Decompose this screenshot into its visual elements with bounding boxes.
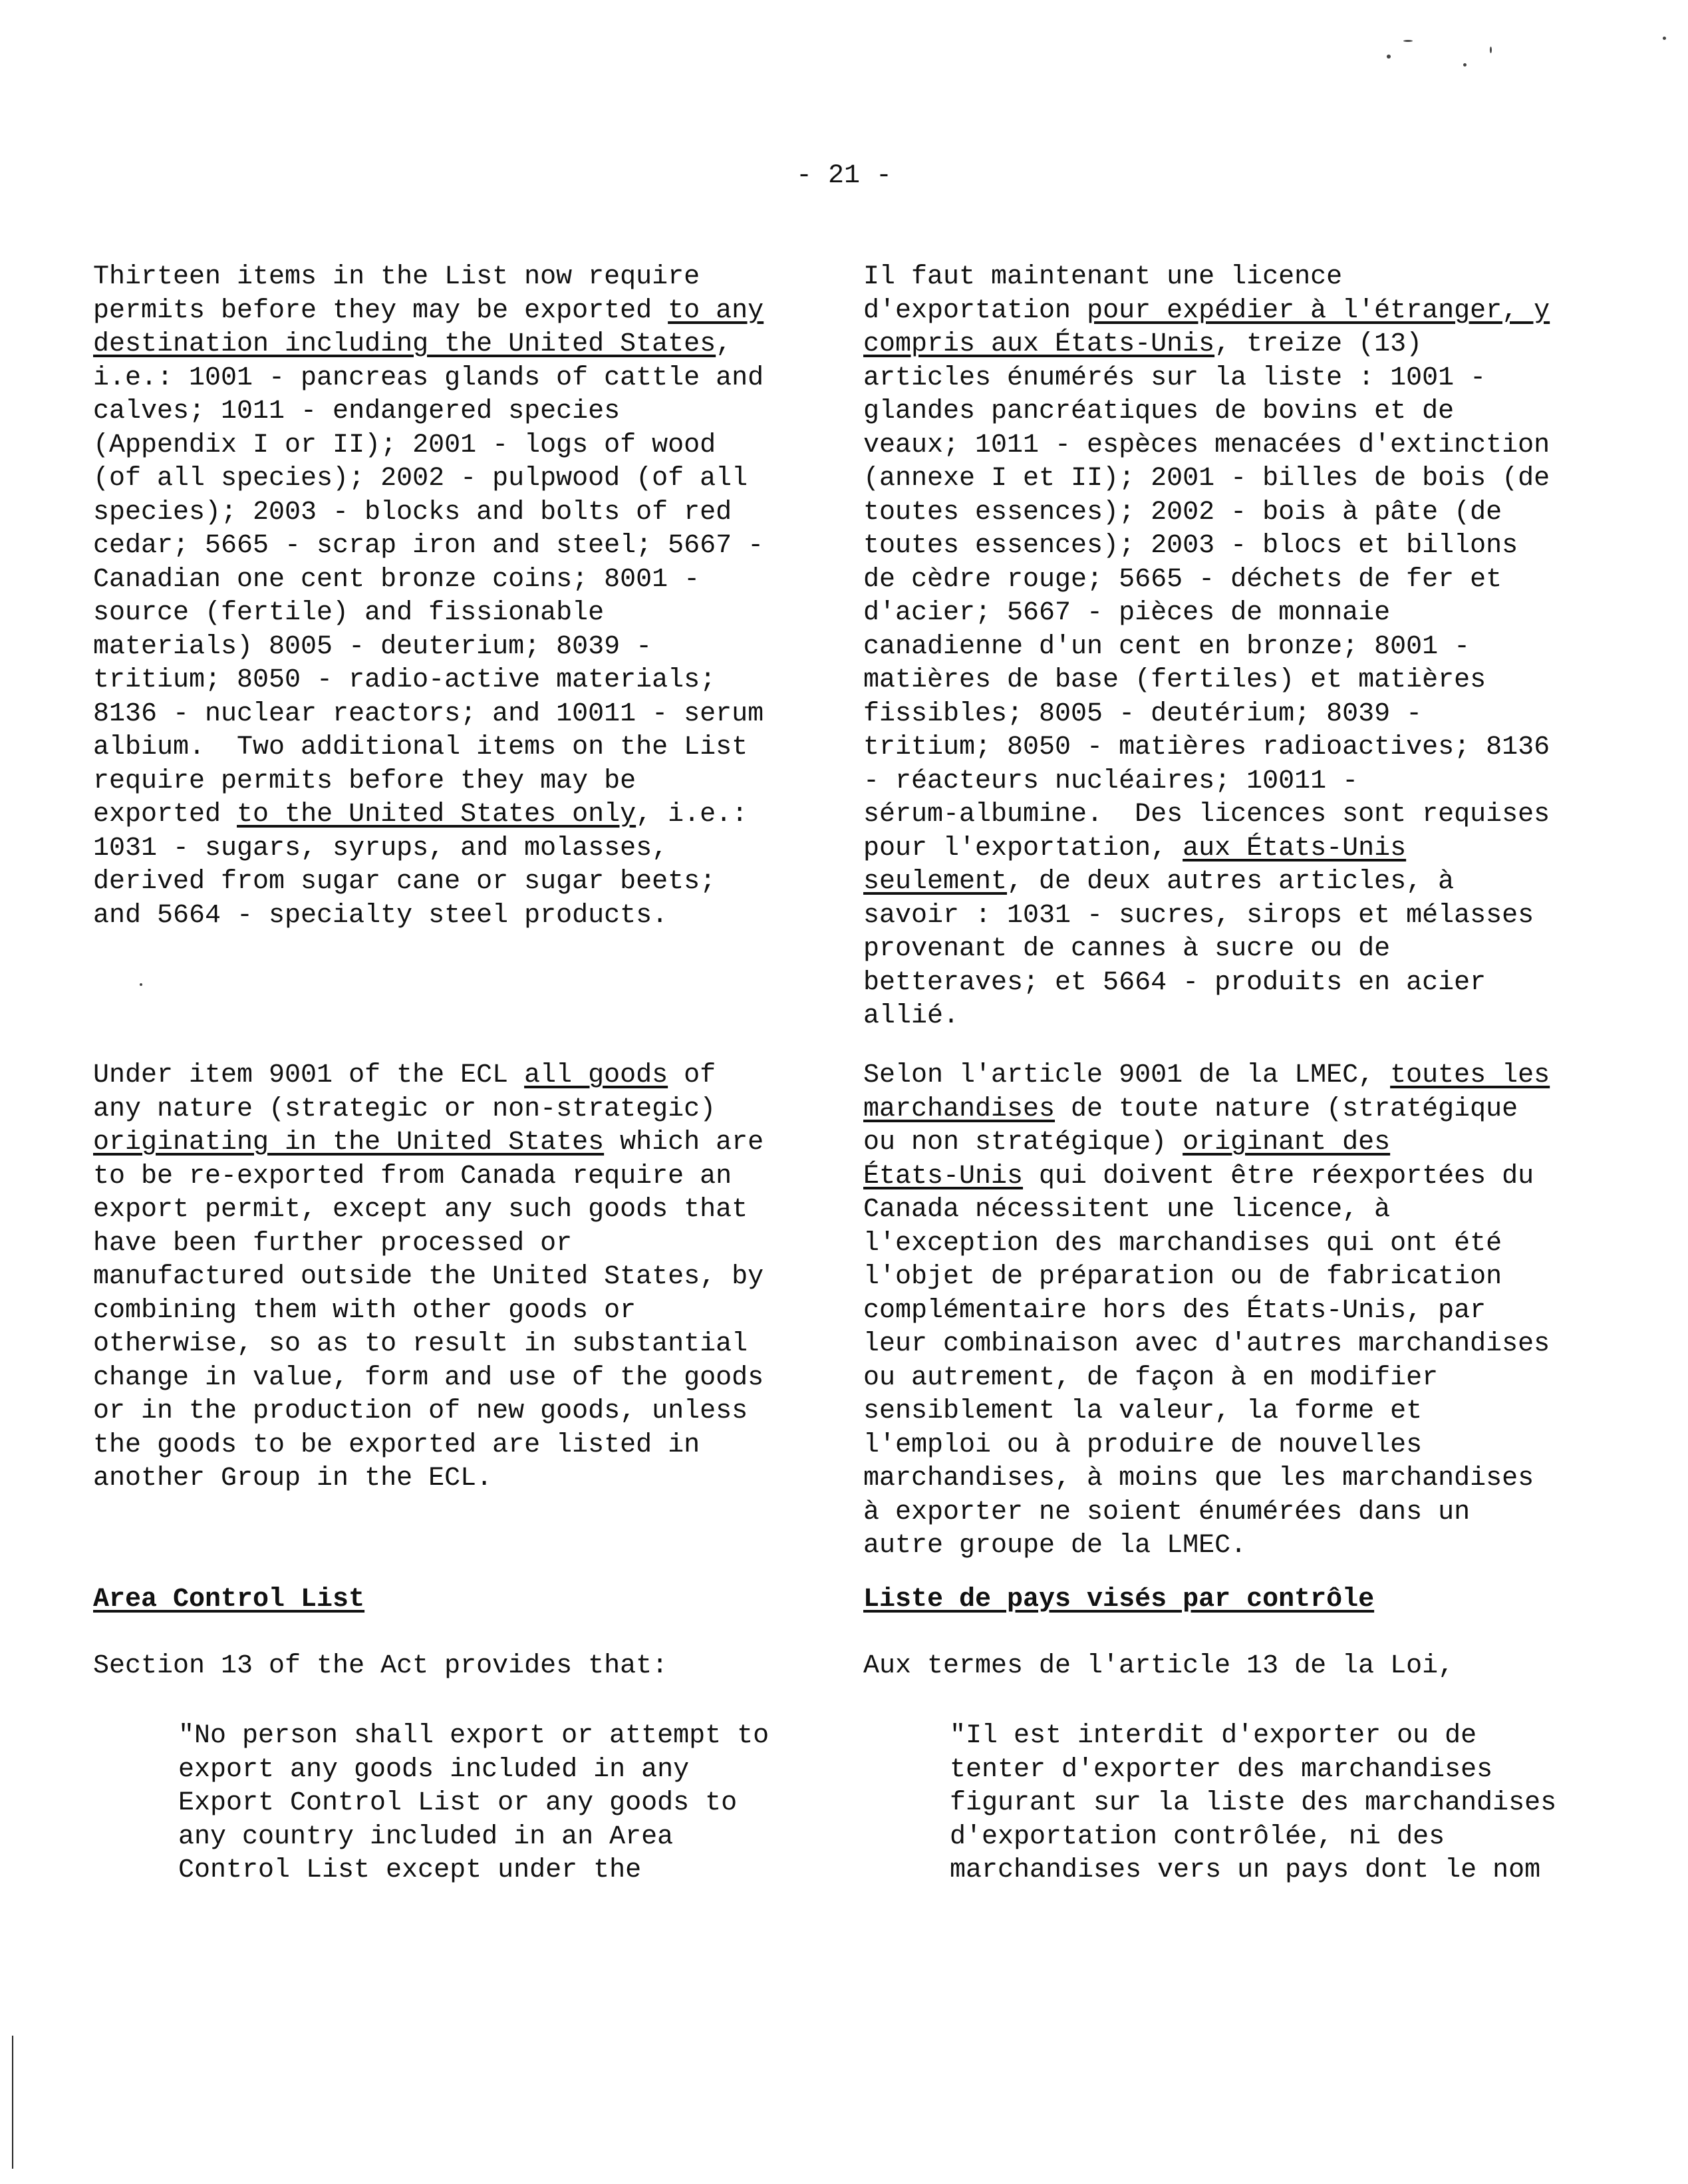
english-paragraph-1 [93,261,764,933]
fr-underlined-phrase: aux États-Unis [1183,833,1407,863]
en-p2-line: or in the production of new goods, unless [93,1396,748,1426]
fr-quote-line: d'exportation contrôlée, ni des [950,1821,1445,1852]
fr-p1-line: provenant de cannes à sucre ou de [863,934,1391,964]
fr-quote [950,1720,1556,1888]
fr-underlined-phrase: seulement [863,867,1008,897]
en-p1-line: and 5664 - specialty steel products. [93,900,668,931]
en-quote-line: Control List except under the [178,1855,642,1885]
en-section-heading: Area Control List [93,1585,365,1615]
en-p1-line: Thirteen items in the List now require [93,262,700,292]
scan-speck [140,983,142,986]
fr-p1-line: canadienne d'un cent en bronze; 8001 - [863,631,1471,662]
en-p1-line: derived from sugar cane or sugar beets; [93,867,716,897]
fr-p1-line: (annexe I et II); 2001 - billes de bois (de [863,464,1550,494]
en-p1-line: (Appendix I or II); 2001 - logs of wood [93,430,716,460]
en-p1-line: (of all species); 2002 - pulpwood (of all [93,464,748,494]
en-underlined-phrase: to the United States only [237,800,636,830]
en-section-intro: Section 13 of the Act provides that: [93,1651,668,1681]
en-underlined-phrase: to any [668,295,764,326]
fr-p2-line: leur combinaison avec d'autres marchandises [863,1329,1550,1359]
fr-p2-line: à exporter ne soient énumérées dans un [863,1497,1471,1527]
scan-speck [1463,63,1467,67]
french-paragraph-2 [863,1059,1550,1563]
fr-underlined-phrase: originant des [1183,1128,1391,1158]
en-p2-line: otherwise, so as to result in substantial [93,1329,748,1359]
en-p1-line: 8136 - nuclear reactors; and 10011 - serum [93,699,764,729]
fr-p2-line: l'exception des marchandises qui ont été [863,1228,1502,1259]
fr-p1-line: veaux; 1011 - espèces menacées d'extinction [863,430,1550,460]
fr-underlined-phrase: États-Unis [863,1161,1024,1191]
fr-p2-line: qui doivent être réexportées du [1023,1161,1534,1191]
fr-p2-line: marchandises, à moins que les marchandises [863,1464,1534,1493]
fr-p2-line: de toute nature (stratégique [1055,1094,1518,1124]
en-p2-line: to be re-exported from Canada require an [93,1161,732,1191]
scan-edge-line [12,2036,13,2169]
fr-p1-line: glandes pancréatiques de bovins et de [863,396,1455,426]
fr-p1-line: fissibles; 8005 - deutérium; 8039 - [863,699,1423,729]
en-p1-line: species); 2003 - blocks and bolts of red [93,497,732,528]
en-underlined-phrase: all goods [524,1060,668,1090]
fr-p1-line: - réacteurs nucléaires; 10011 - [863,766,1359,796]
en-p1-line: Canadian one cent bronze coins; 8001 - [93,564,700,595]
en-p2-line: export permit, except any such goods that [93,1195,748,1225]
fr-p1-line: tritium; 8050 - matières radioactives; 8136 [863,732,1550,762]
fr-p2-line: autre groupe de la LMEC. [863,1531,1247,1561]
fr-quote-line: figurant sur la liste des marchandises [950,1788,1557,1818]
fr-p1-line: betteraves; et 5664 - produits en acier [863,967,1486,998]
en-p2-line: the goods to be exported are listed in [93,1430,700,1460]
en-p1-line: albium. Two additional items on the List [93,732,748,762]
fr-quote-line: marchandises vers un pays dont le nom [950,1855,1541,1885]
en-p2-line: any nature (strategic or non-strategic) [93,1094,716,1124]
en-quote-line: export any goods included in any [178,1754,690,1785]
fr-p1-line: matières de base (fertiles) et matières [863,665,1486,695]
en-p1-line: permits before they may be exported [93,295,668,326]
fr-underlined-phrase: pour expédier à l'étranger, y [1087,295,1550,326]
fr-p1-line: toutes essences); 2002 - bois à pâte (de [863,497,1502,528]
en-p2-line: change in value, form and use of the goods [93,1362,764,1393]
fr-p2-line: l'emploi ou à produire de nouvelles [863,1430,1423,1460]
en-p1-line: source (fertile) and fissionable [93,598,605,628]
fr-p1-line: pour l'exportation, [863,833,1183,863]
en-p1-line: require permits before they may be [93,766,636,796]
fr-p1-line: sérum-albumine. Des licences sont requises [863,800,1550,830]
scan-speck [1663,37,1666,40]
en-underlined-phrase: originating in the United States [93,1128,605,1158]
fr-p1-line: allié. [863,1001,960,1031]
fr-p2-line: complémentaire hors des États-Unis, par [863,1295,1486,1326]
en-p1-tail: , [716,329,732,359]
fr-p1-line: d'exportation [863,295,1087,326]
page-number: - 21 - [795,161,893,191]
fr-underlined-phrase: toutes les [1390,1060,1550,1090]
fr-p2-line: Canada nécessitent une licence, à [863,1195,1391,1225]
fr-p2-line: sensiblement la valeur, la forme et [863,1396,1423,1426]
english-paragraph-2 [93,1059,764,1496]
en-quote [178,1720,769,1888]
en-p1-tail: , i.e.: [636,800,748,830]
fr-underlined-phrase: compris aux États-Unis [863,329,1215,359]
fr-underlined-phrase: marchandises [863,1094,1055,1124]
fr-quote-line: "Il est interdit d'exporter ou de [950,1721,1477,1751]
scan-speck [1387,55,1391,59]
fr-p2-line: Selon l'article 9001 de la LMEC, [863,1060,1391,1090]
scan-speck [1403,40,1413,42]
fr-section-heading: Liste de pays visés par contrôle [863,1585,1375,1615]
en-p1-line: calves; 1011 - endangered species [93,396,621,426]
en-p2-line: have been further processed or [93,1228,573,1259]
fr-p2-line: ou non stratégique) [863,1128,1183,1158]
en-p2-line: Under item 9001 of the ECL [93,1060,525,1090]
french-paragraph-1 [863,261,1550,1034]
fr-p1-line: Il faut maintenant une licence [863,262,1343,292]
fr-p1-line: d'acier; 5667 - pièces de monnaie [863,598,1391,628]
en-p2-line: combining them with other goods or [93,1295,636,1326]
en-quote-line: "No person shall export or attempt to [178,1721,770,1751]
fr-p2-line: l'objet de préparation ou de fabrication [863,1262,1502,1292]
en-p2-line: which are [604,1128,764,1158]
en-p1-line: materials) 8005 - deuterium; 8039 - [93,631,652,662]
en-p2-line: of [668,1060,716,1090]
fr-p1-line: savoir : 1031 - sucres, sirops et mélasses [863,900,1534,931]
en-p1-line: tritium; 8050 - radio-active materials; [93,665,716,695]
en-quote-line: any country included in an Area [178,1821,674,1852]
en-quote-line: Export Control List or any goods to [178,1788,738,1818]
fr-p1-line: , de deux autres articles, à [1007,867,1455,897]
en-p1-line: cedar; 5665 - scrap iron and steel; 5667 - [93,531,764,561]
en-p1-line: i.e.: 1001 - pancreas glands of cattle and [93,363,764,393]
fr-p2-line: ou autrement, de façon à en modifier [863,1362,1439,1393]
en-p2-line: manufactured outside the United States, by [93,1262,764,1292]
fr-p1-line: de cèdre rouge; 5665 - déchets de fer et [863,564,1502,595]
fr-p1-line: articles énumérés sur la liste : 1001 - [863,363,1486,393]
en-p1-line: 1031 - sugars, syrups, and molasses, [93,833,668,863]
fr-quote-line: tenter d'exporter des marchandises [950,1754,1493,1785]
scan-speck [1490,47,1492,53]
fr-section-intro: Aux termes de l'article 13 de la Loi, [863,1651,1455,1681]
en-underlined-phrase: destination including the United States [93,329,716,359]
fr-p1-line: , treize (13) [1214,329,1423,359]
en-p1-line: exported [93,800,237,830]
en-p2-line: another Group in the ECL. [93,1464,493,1493]
fr-p1-line: toutes essences); 2003 - blocs et billons [863,531,1518,561]
